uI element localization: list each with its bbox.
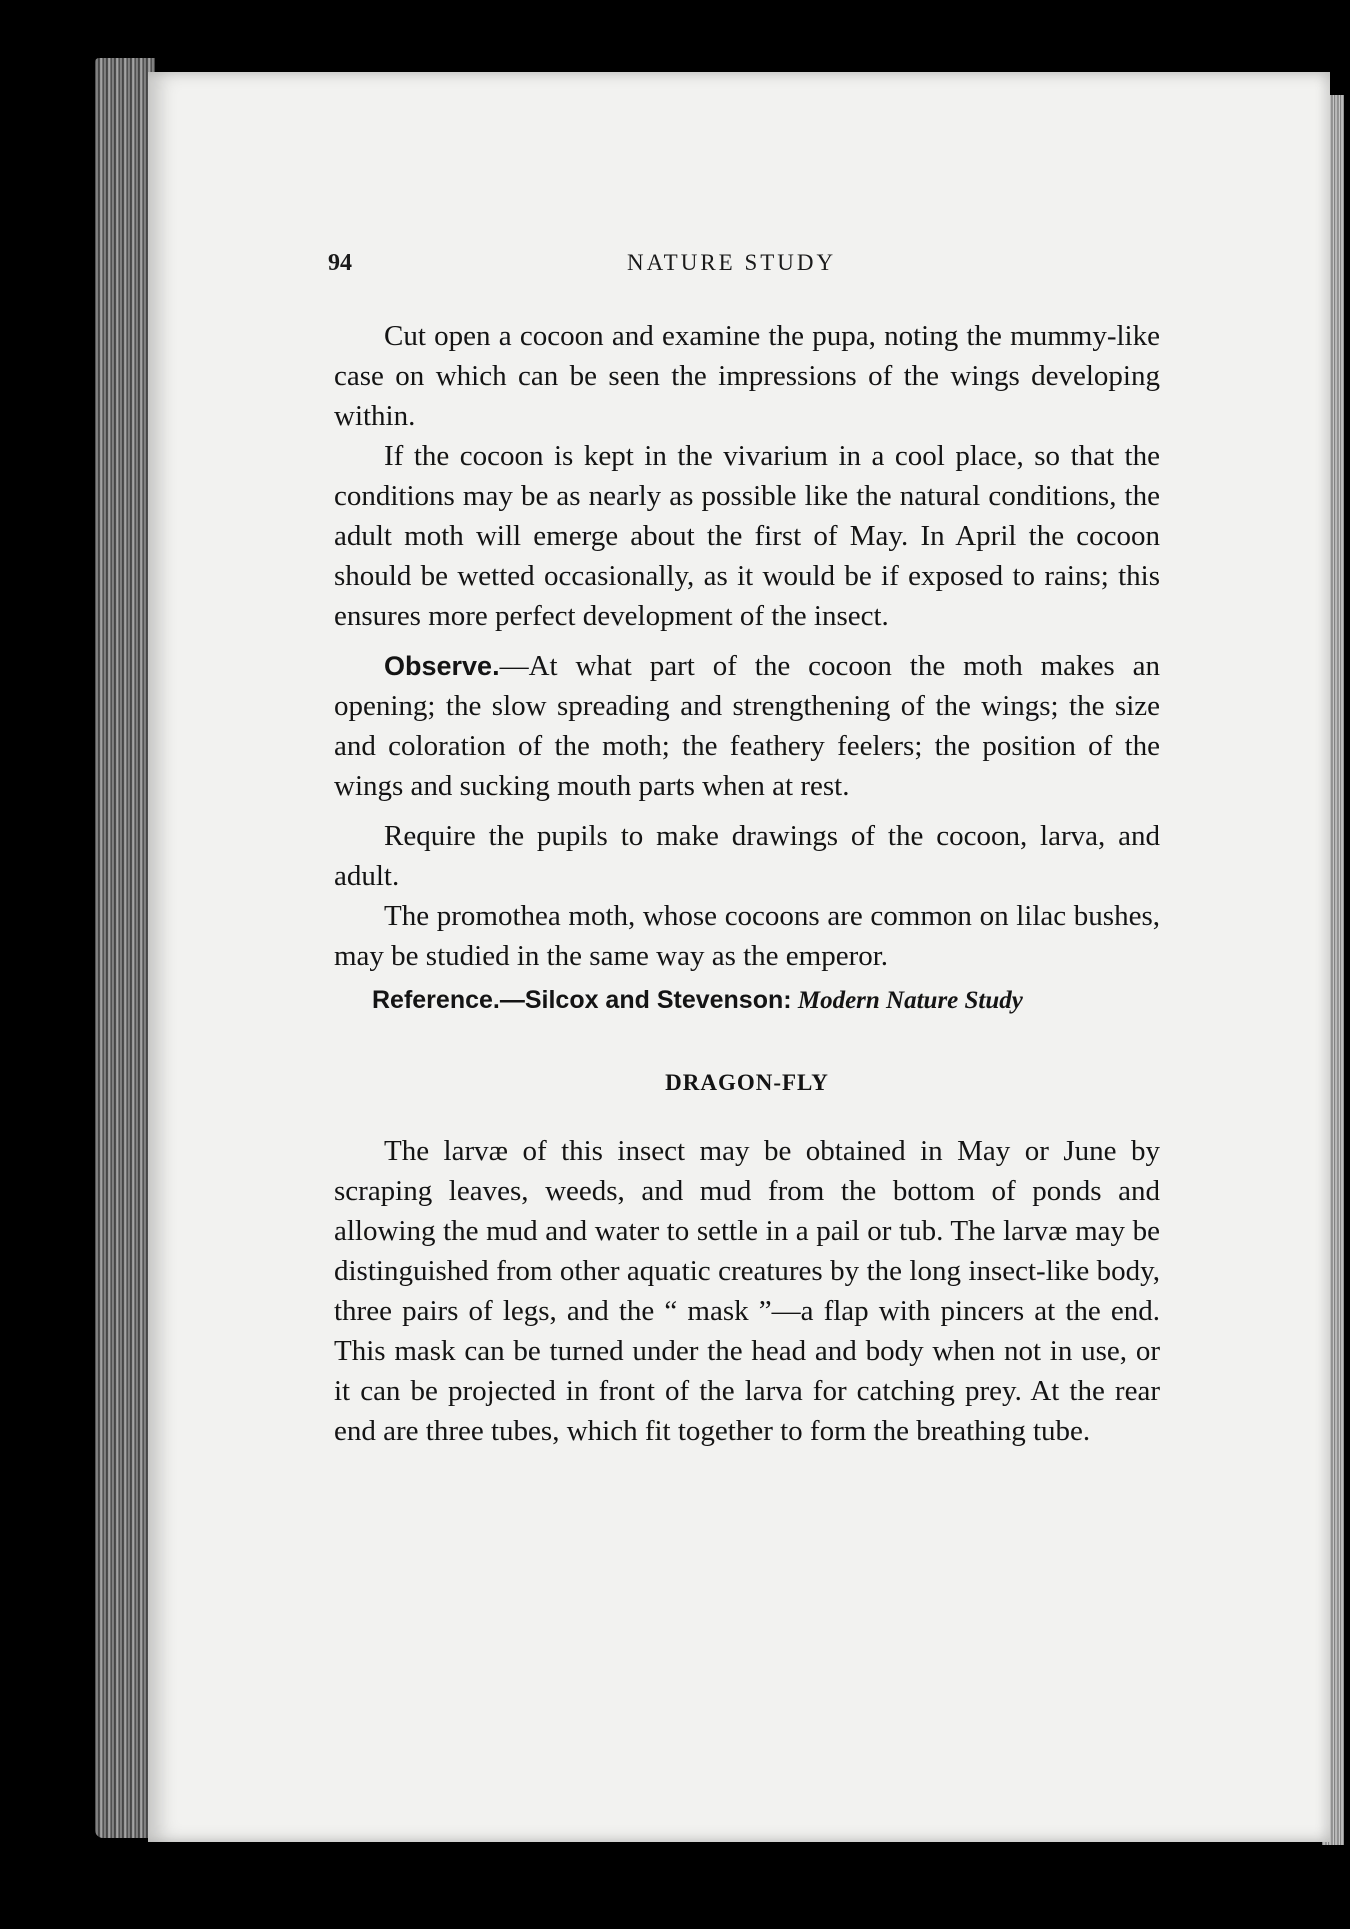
running-head [0,250,1350,280]
observe-text: —At what part of the cocoon the moth makes an opening; the slow spreading and strengthening of the wings; the size and coloration of the moth; the feathery feelers; the position of the wings and sucking mouth parts when at rest. [334,650,1160,802]
paragraph-dragonfly-larvae: The larvæ of this insect may be obtained in May or June by scraping leaves, weeds, and mud from the bottom of ponds and allowing the mud and water to settle in a pail or tub. The larvæ may be distinguished from other aquatic creatures by the long insect-like body, three pairs of legs, and the “ mask ”—a flap with pincers at the end. This mask can be turned under the head and body when not in use, or it can be projected in front of the larva for catching prey. At the rear end are three tubes, which fit together to form the breathing tube. [334,1135,1160,1447]
section-heading: DRAGON-FLY [665,1070,829,1095]
running-title: NATURE STUDY [627,250,837,275]
text-column [334,316,1160,1451]
reference-line [334,982,1160,1019]
paragraph-vivarium: If the cocoon is kept in the vivarium in a cool place, so that the conditions may be as nearly as possible like the natural conditions, the adult moth will emerge about the first of May. In April the cocoon should be wetted occasionally, as it would be if exposed to rains; this ensures more perfect development of the insect. [334,440,1160,632]
paragraph-observe [334,646,1160,806]
observe-label: Observe. [384,651,500,681]
paragraph-cocoon-pupa: Cut open a cocoon and examine the pupa, noting the mummy-like case on which can be seen the impressions of the wings developing within. [334,320,1160,432]
book-page-edges-left [95,58,155,1838]
reference-label: Reference.—Silcox and Stevenson: [372,986,792,1014]
reference-title: Modern Nature Study [797,987,1023,1014]
paragraph-promothea: The promothea moth, whose cocoons are common on lilac bushes, may be studied in the same way as the emperor. [334,900,1160,972]
page-number: 94 [328,250,352,276]
paragraph-drawings: Require the pupils to make drawings of the cocoon, larva, and adult. [334,820,1160,892]
